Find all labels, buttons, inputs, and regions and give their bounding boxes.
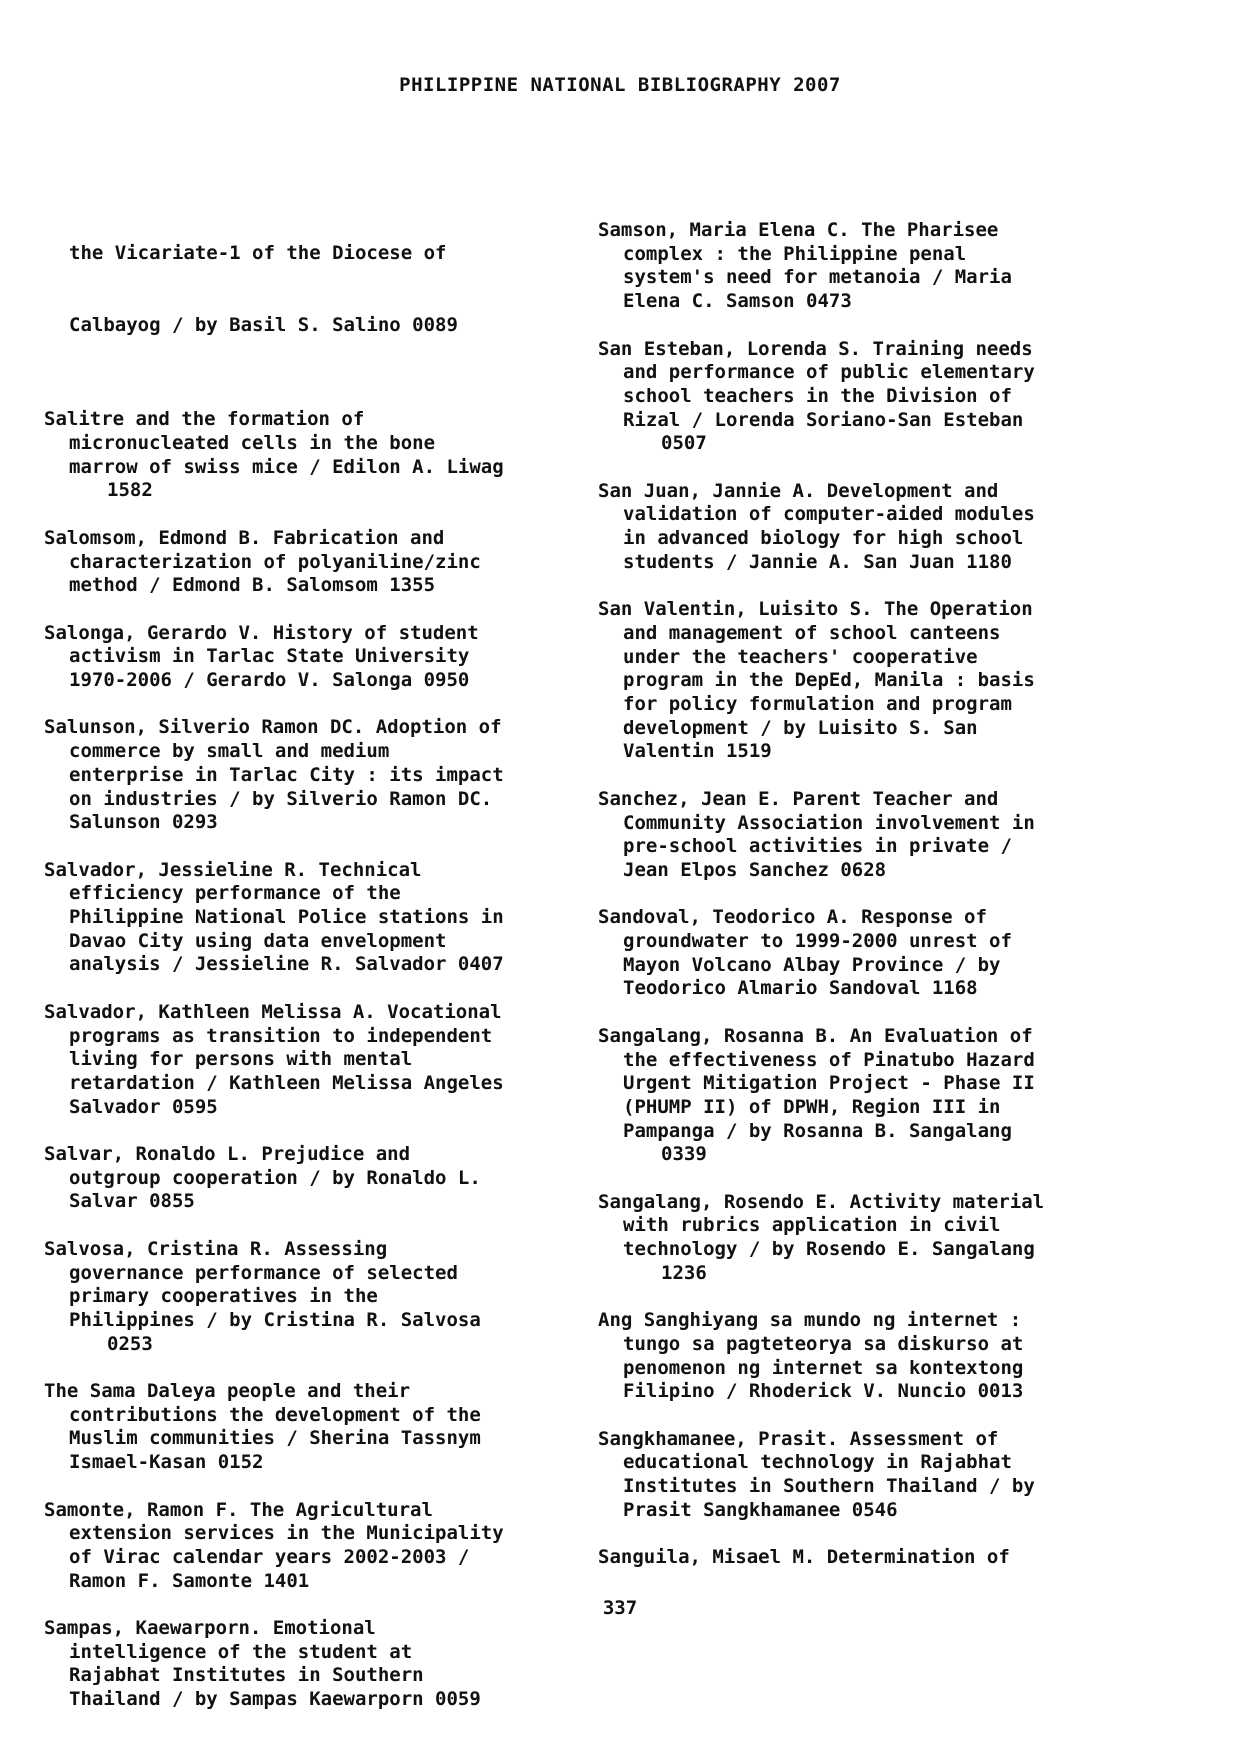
entry-heading-line: Salomsom, Edmond B. Fabrication and bbox=[44, 526, 445, 549]
entry-continuation-line: Salvador 0595 bbox=[69, 1095, 218, 1118]
entry-continuation-line: Prasit Sangkhamanee 0546 bbox=[623, 1498, 898, 1521]
entry-continuation-line: Community Association involvement in bbox=[623, 811, 1035, 834]
entry-heading-line: Samson, Maria Elena C. The Pharisee bbox=[598, 219, 999, 241]
bibliography-entry bbox=[598, 598, 1118, 764]
entry-continuation-line: of Virac calendar years 2002-2003 / bbox=[69, 1545, 470, 1568]
entry-continuation-line: Jean Elpos Sanchez 0628 bbox=[623, 858, 887, 881]
right-column bbox=[598, 219, 1118, 1594]
bibliography-entry bbox=[598, 219, 1118, 314]
entry-heading-line: Salvador, Kathleen Melissa A. Vocational bbox=[44, 1000, 502, 1023]
entry-continuation-line: Institutes in Southern Thailand / by bbox=[623, 1475, 1035, 1498]
entry-heading-line: Sangalang, Rosanna B. An Evaluation of bbox=[598, 1024, 1033, 1047]
entry-continuation-line: characterization of polyaniline/zinc bbox=[69, 550, 481, 573]
entry-heading-line: Sanguila, Misael M. Determination of bbox=[598, 1546, 1010, 1569]
entry-continuation-line: intelligence of the student at bbox=[69, 1640, 413, 1663]
entry-number: 1236 bbox=[661, 1261, 707, 1284]
bibliography-entry bbox=[44, 716, 564, 835]
bibliography-entry bbox=[598, 1191, 1118, 1286]
entry-continuation-line: Thailand / by Sampas Kaewarporn 0059 bbox=[69, 1688, 481, 1711]
entry-continuation-line: technology / by Rosendo E. Sangalang bbox=[623, 1238, 1035, 1261]
entry-heading-line: San Esteban, Lorenda S. Training needs bbox=[598, 337, 1033, 360]
entry-continuation-line: under the teachers' cooperative bbox=[623, 645, 978, 668]
bibliography-entry bbox=[598, 338, 1118, 457]
entry-heading-line: Sandoval, Teodorico A. Response of bbox=[598, 906, 987, 929]
entry-continuation-line: contributions the development of the bbox=[69, 1403, 481, 1426]
entry-continuation-line: Valentin 1519 bbox=[623, 740, 772, 763]
entry-continuation-line: penomenon ng internet sa kontextong bbox=[623, 1356, 1024, 1379]
entry-continuation-line: tungo sa pagteteorya sa diskurso at bbox=[623, 1332, 1024, 1355]
bibliography-entry bbox=[598, 1309, 1118, 1404]
entry-continuation-line: Ramon F. Samonte 1401 bbox=[69, 1569, 310, 1592]
entry-continuation-line: pre-school activities in private / bbox=[623, 835, 1012, 858]
entry-continuation-line: program in the DepEd, Manila : basis bbox=[623, 669, 1035, 692]
entry-continuation-line: for policy formulation and program bbox=[623, 693, 1012, 716]
entry-continuation-line: enterprise in Tarlac City : its impact bbox=[69, 763, 504, 786]
page-number: 337 bbox=[602, 1597, 638, 1619]
bibliography-entry bbox=[598, 480, 1118, 575]
entry-continuation-line: validation of computer-aided modules bbox=[623, 503, 1035, 526]
entry-continuation-line: extension services in the Municipality bbox=[69, 1522, 504, 1545]
entry-continuation-line: Rajabhat Institutes in Southern bbox=[69, 1664, 424, 1687]
entry-continuation-line: Teodorico Almario Sandoval 1168 bbox=[623, 977, 978, 1000]
entry-heading-line: Salonga, Gerardo V. History of student bbox=[44, 621, 479, 644]
bibliography-entry bbox=[44, 1617, 564, 1712]
bibliography-entry bbox=[598, 1428, 1118, 1523]
entry-heading-line: Sampas, Kaewarporn. Emotional bbox=[44, 1617, 376, 1640]
entry-heading-line: San Juan, Jannie A. Development and bbox=[598, 479, 999, 502]
entry-continuation-line: Salvar 0855 bbox=[69, 1190, 195, 1213]
entry-continuation-line: Philippines / by Cristina R. Salvosa bbox=[69, 1308, 481, 1331]
entry-continuation-line: students / Jannie A. San Juan 1180 bbox=[623, 550, 1012, 573]
entry-continuation-line: commerce by small and medium bbox=[69, 740, 390, 763]
entry-continuation-line: activism in Tarlac State University bbox=[69, 645, 470, 668]
entry-continuation-line: school teachers in the Division of bbox=[623, 384, 1012, 407]
entry-heading-line: Salvar, Ronaldo L. Prejudice and bbox=[44, 1143, 411, 1166]
entry-continuation-line: Elena C. Samson 0473 bbox=[623, 290, 852, 313]
entry-continuation-line: on industries / by Silverio Ramon DC. bbox=[69, 787, 493, 810]
entry-continuation-line: development / by Luisito S. San bbox=[623, 716, 978, 739]
entry-continuation-line: Philippine National Police stations in bbox=[69, 906, 504, 929]
entry-continuation-line: Rizal / Lorenda Soriano-San Esteban bbox=[623, 408, 1024, 431]
entry-heading-line: Samonte, Ramon F. The Agricultural bbox=[44, 1498, 433, 1521]
entry-continuation-line: marrow of swiss mice / Edilon A. Liwag bbox=[69, 455, 504, 478]
bibliography-entry bbox=[44, 1143, 564, 1214]
entry-continuation-line: the effectiveness of Pinatubo Hazard bbox=[623, 1048, 1035, 1071]
left-column bbox=[44, 195, 564, 1736]
entry-heading-line: Salvador, Jessieline R. Technical bbox=[44, 858, 422, 881]
bibliography-entry bbox=[598, 1025, 1118, 1167]
entry-heading-line: Sangalang, Rosendo E. Activity material bbox=[598, 1190, 1045, 1213]
bibliography-entry bbox=[44, 527, 564, 598]
entry-continuation-line: Salunson 0293 bbox=[69, 811, 218, 834]
entry-continuation-line: educational technology in Rajabhat bbox=[623, 1451, 1012, 1474]
entry-continuation-line: Ismael-Kasan 0152 bbox=[69, 1451, 264, 1474]
entry-heading-line: Salunson, Silverio Ramon DC. Adoption of bbox=[44, 716, 502, 739]
entry-continuation-line: living for persons with mental bbox=[69, 1048, 413, 1071]
bibliography-entry bbox=[598, 906, 1118, 1001]
bibliography-entry bbox=[598, 1546, 1118, 1570]
entry-continuation-line: efficiency performance of the bbox=[69, 882, 401, 905]
entry-continuation-line: Urgent Mitigation Project - Phase II bbox=[623, 1072, 1035, 1095]
entry-continuation-line: Muslim communities / Sherina Tassnym bbox=[69, 1427, 481, 1450]
entry-continuation-line: Filipino / Rhoderick V. Nuncio 0013 bbox=[623, 1380, 1024, 1403]
entry-continuation-line: (PHUMP II) of DPWH, Region III in bbox=[623, 1095, 1001, 1118]
entry-continuation-line: Pampanga / by Rosanna B. Sangalang bbox=[623, 1119, 1012, 1142]
entry-continuation-line: method / Edmond B. Salomsom 1355 bbox=[69, 574, 436, 597]
bibliography-entry bbox=[598, 788, 1118, 883]
entry-heading-line: Ang Sanghiyang sa mundo ng internet : bbox=[598, 1309, 1022, 1332]
entry-continuation-line: complex : the Philippine penal bbox=[623, 242, 967, 265]
entry-heading-line: The Sama Daleya people and their bbox=[44, 1380, 411, 1403]
entry-continuation-line: micronucleated cells in the bone bbox=[69, 432, 436, 455]
continued-entry bbox=[44, 195, 564, 385]
continued-line: Calbayog / by Basil S. Salino 0089 bbox=[69, 313, 458, 336]
entry-heading-line: Salitre and the formation of bbox=[44, 408, 365, 431]
entry-continuation-line: outgroup cooperation / by Ronaldo L. bbox=[69, 1166, 481, 1189]
entry-heading-line: Sanchez, Jean E. Parent Teacher and bbox=[598, 787, 999, 810]
bibliography-entry bbox=[44, 408, 564, 503]
entry-number: 0339 bbox=[661, 1143, 707, 1166]
entry-heading-line: Salvosa, Cristina R. Assessing bbox=[44, 1237, 388, 1260]
bibliography-entry bbox=[44, 1499, 564, 1594]
entry-continuation-line: governance performance of selected bbox=[69, 1261, 458, 1284]
entry-heading-line: Sangkhamanee, Prasit. Assessment of bbox=[598, 1427, 999, 1450]
entry-continuation-line: retardation / Kathleen Melissa Angeles bbox=[69, 1071, 504, 1094]
page-header: PHILIPPINE NATIONAL BIBLIOGRAPHY 2007 bbox=[399, 74, 841, 96]
entry-continuation-line: and performance of public elementary bbox=[623, 361, 1035, 384]
bibliography-entry bbox=[44, 1380, 564, 1475]
bibliography-entry bbox=[44, 859, 564, 978]
entry-number: 1582 bbox=[107, 479, 153, 502]
entry-continuation-line: Mayon Volcano Albay Province / by bbox=[623, 953, 1001, 976]
right-entry-list bbox=[598, 219, 1118, 1570]
bibliography-entry bbox=[44, 1238, 564, 1357]
entry-continuation-line: Davao City using data envelopment bbox=[69, 929, 447, 952]
entry-continuation-line: with rubrics application in civil bbox=[623, 1214, 1001, 1237]
left-entry-list bbox=[44, 408, 564, 1712]
entry-continuation-line: and management of school canteens bbox=[623, 621, 1001, 644]
entry-continuation-line: groundwater to 1999-2000 unrest of bbox=[623, 930, 1012, 953]
entry-continuation-line: system's need for metanoia / Maria bbox=[623, 266, 1012, 289]
entry-continuation-line: programs as transition to independent bbox=[69, 1024, 493, 1047]
entry-continuation-line: 1970-2006 / Gerardo V. Salonga 0950 bbox=[69, 669, 470, 692]
bibliography-entry bbox=[44, 1001, 564, 1120]
entry-number: 0507 bbox=[661, 432, 707, 455]
entry-number: 0253 bbox=[107, 1332, 153, 1355]
entry-continuation-line: analysis / Jessieline R. Salvador 0407 bbox=[69, 953, 504, 976]
bibliography-entry bbox=[44, 622, 564, 693]
entry-heading-line: San Valentin, Luisito S. The Operation bbox=[598, 598, 1033, 621]
entry-continuation-line: in advanced biology for high school bbox=[623, 527, 1024, 550]
continued-line: the Vicariate-1 of the Diocese of bbox=[69, 242, 447, 265]
entry-continuation-line: primary cooperatives in the bbox=[69, 1285, 378, 1308]
